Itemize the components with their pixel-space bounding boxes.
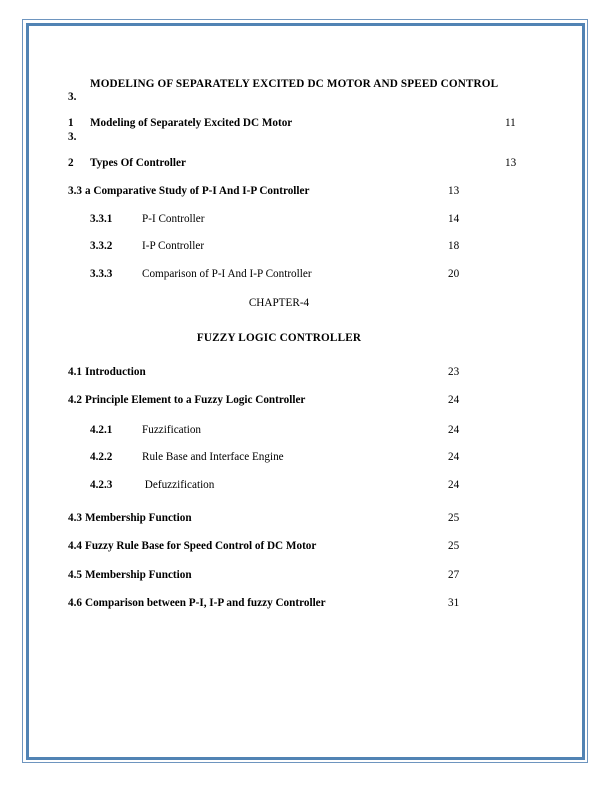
toc-row-section-4-3[interactable] — [38, 512, 568, 525]
entry-page-number: 11 — [505, 117, 516, 130]
toc-row-section-4-4[interactable] — [38, 540, 568, 553]
subsection-number: 4.2.3 — [90, 478, 113, 491]
entry-title: Modeling of Separately Excited DC Motor — [90, 117, 293, 130]
section-number: 4.2 — [68, 394, 82, 407]
subsection-title: Rule Base and Interface Engine — [142, 451, 284, 464]
toc-row-subsection-3-3-3[interactable] — [38, 268, 568, 281]
subsection-page-number: 24 — [448, 451, 460, 464]
subsection-number: 3.3.3 — [90, 267, 113, 280]
section-title: Introduction — [84, 365, 146, 378]
section-page-number: 25 — [448, 540, 460, 553]
toc-row-section-4-6[interactable] — [38, 597, 568, 610]
toc-row-chapter3-entry-1[interactable] — [38, 157, 568, 170]
toc-row-subsection-3-3-2[interactable] — [38, 240, 568, 253]
section-title: a Comparative Study of P-I And I-P Controller — [84, 185, 310, 198]
subsection-title: Fuzzification — [142, 423, 202, 436]
entry-page-number: 13 — [505, 156, 517, 169]
section-number: 4.5 — [68, 568, 82, 581]
toc-row-subsection-3-3-1[interactable] — [38, 213, 568, 226]
subsection-page-number: 18 — [448, 240, 460, 253]
entry-title: Types Of Controller — [90, 156, 186, 169]
toc-row-section-3-3[interactable] — [38, 185, 568, 198]
subsection-page-number: 24 — [448, 423, 460, 436]
table-of-contents — [38, 40, 568, 740]
toc-row-section-4-2[interactable] — [38, 394, 568, 407]
section-title: Fuzzy Rule Base for Speed Control of DC Motor — [84, 540, 317, 553]
subsection-number: 3.3.2 — [90, 240, 113, 253]
subsection-title: I-P Controller — [142, 240, 205, 253]
toc-row-section-4-5[interactable] — [38, 569, 568, 582]
section-title: Membership Function — [84, 568, 192, 581]
toc-main-heading: MODELING OF SEPARATELY EXCITED DC MOTOR AND SPEED CONTROL — [90, 78, 499, 90]
subsection-page-number: 20 — [448, 267, 460, 280]
section-number: 4.6 — [68, 597, 82, 610]
subsection-title: Defuzzification — [142, 478, 215, 491]
section-title: Principle Element to a Fuzzy Logic Controller — [84, 394, 306, 407]
toc-row-subsection-4-2-3[interactable] — [38, 479, 568, 492]
section-number: 3.3 — [68, 185, 82, 198]
chapter3-entry-0-stray-number: 3. — [68, 91, 77, 104]
section-title: Membership Function — [84, 512, 192, 524]
subsection-title: P-I Controller — [142, 212, 205, 225]
section-number: 4.3 — [68, 512, 82, 524]
chapter4-name: FUZZY LOGIC CONTROLLER — [196, 332, 362, 345]
section-page-number: 27 — [448, 568, 460, 581]
section-number: 4.4 — [68, 540, 82, 553]
subsection-number: 3.3.1 — [90, 212, 113, 225]
section-number: 4.1 — [68, 365, 82, 378]
subsection-number: 4.2.1 — [90, 423, 113, 436]
entry-number: 1 — [68, 117, 74, 130]
section-page-number: 24 — [448, 394, 460, 407]
chapter3-entry-1-stray-number: 3. — [68, 130, 77, 143]
section-page-number: 31 — [448, 597, 460, 610]
section-page-number: 25 — [448, 512, 460, 524]
toc-row-subsection-4-2-1[interactable] — [38, 424, 568, 437]
section-page-number: 13 — [448, 185, 460, 198]
toc-row-subsection-4-2-2[interactable] — [38, 451, 568, 464]
entry-number: 2 — [68, 156, 74, 169]
toc-row-section-4-1[interactable] — [38, 366, 568, 379]
subsection-title: Comparison of P-I And I-P Controller — [142, 267, 312, 280]
chapter4-label: CHAPTER-4 — [248, 296, 310, 309]
subsection-page-number: 24 — [448, 478, 460, 491]
section-title: Comparison between P-I, I-P and fuzzy Controller — [84, 597, 326, 610]
subsection-number: 4.2.2 — [90, 451, 113, 464]
toc-row-chapter3-entry-0[interactable] — [38, 117, 568, 130]
section-page-number: 23 — [448, 365, 460, 378]
subsection-page-number: 14 — [448, 212, 460, 225]
